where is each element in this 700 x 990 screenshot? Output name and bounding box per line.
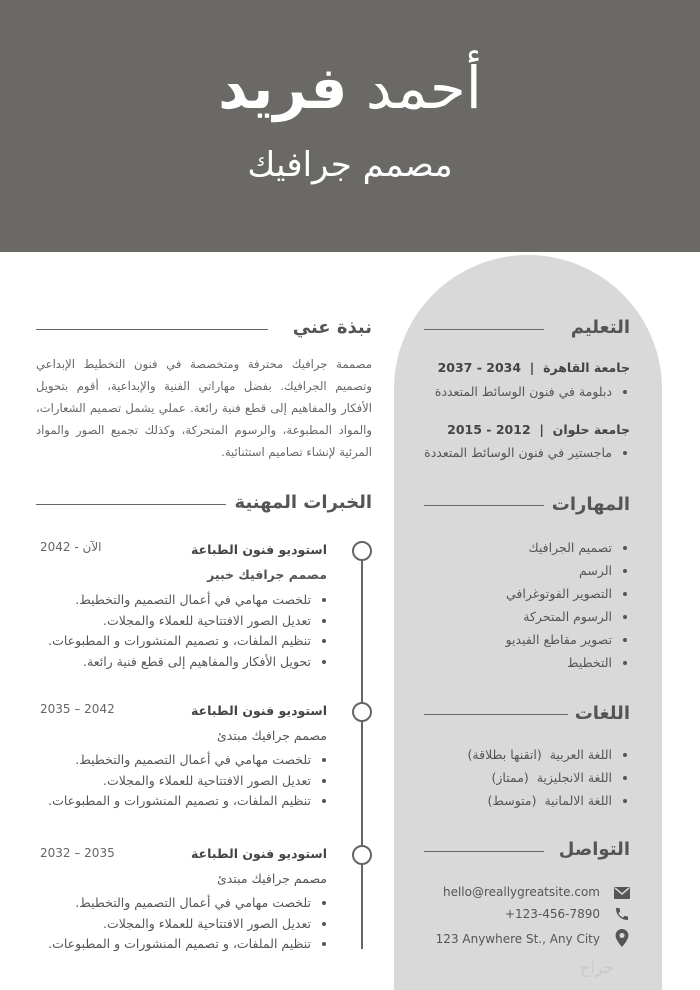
skills-list [506, 536, 630, 674]
duty-item: • تعديل الصور الافتتاحية للعملاء والمجلات. [0, 914, 311, 935]
skill-item: • تصوير مقاطع الفيديو [506, 628, 612, 651]
language-item: • اللغة الالمانية (متوسط) [468, 789, 612, 812]
job-date: 2035 – 2042 [40, 702, 115, 716]
language-item: • اللغة الانجليزية (ممتاز) [468, 766, 612, 789]
duty-item: • تنظيم الملفات، و تصميم المنشورات و المطبوعات. [0, 631, 311, 652]
phone-text[interactable]: +123-456-7890 [504, 907, 600, 921]
skill-item: • التصوير الفوتوغرافي [506, 582, 612, 605]
email-icon [613, 884, 631, 902]
location-icon [613, 929, 631, 947]
timeline-line [361, 549, 363, 949]
job-duties [0, 590, 327, 672]
language-item: • اللغة العربية (اتقنها بطلاقة) [468, 743, 612, 766]
school-years: 2012 - 2015 [447, 422, 531, 437]
skill-item: • الرسم [506, 559, 612, 582]
school-name: جامعة القاهرة [543, 360, 630, 375]
job-duties [0, 893, 327, 955]
person-name [0, 48, 700, 128]
education-divider [424, 329, 544, 330]
school-years: 2034 - 2037 [437, 360, 522, 375]
job-company: استوديو فنون الطباعة [190, 703, 327, 718]
experience-heading: الخبرات المهنية [234, 492, 372, 513]
school-name: جامعة حلوان [552, 422, 630, 437]
education-item-2-header: جامعة حلوان | 2012 - 2015 [447, 422, 630, 437]
address-text: 123 Anywhere St., Any City [435, 932, 600, 946]
duty-item: • تنظيم الملفات، و تصميم المنشورات و المطبوعات. [0, 791, 311, 812]
phone-icon [613, 905, 631, 923]
duty-item: • تلخصت مهامي في أعمال التصميم والتخطيط. [0, 750, 311, 771]
skill-item: • التخطيط [506, 651, 612, 674]
job-role: مصمم جرافيك مبتدئ [217, 871, 327, 886]
timeline-dot [352, 702, 372, 722]
header-banner [0, 0, 700, 252]
education-item-2-list [424, 441, 630, 464]
contact-heading: التواصل [558, 839, 630, 860]
education-item-1-header: جامعة القاهرة | 2034 - 2037 [437, 360, 630, 375]
languages-heading: اللغات [574, 703, 630, 724]
duty-item: • تعديل الصور الافتتاحية للعملاء والمجلات. [0, 771, 311, 792]
last-name: فريد [218, 54, 348, 122]
first-name: أحمد [365, 54, 482, 122]
skill-item: • تصميم الجرافيك [506, 536, 612, 559]
about-heading: نبذة عني [292, 317, 372, 338]
job-title: مصمم جرافيك [247, 145, 453, 185]
duty-item: • تعديل الصور الافتتاحية للعملاء والمجلات. [0, 611, 311, 632]
duty-item: • تحويل الأفكار والمفاهيم إلى قطع فنية رائعة. [0, 652, 311, 673]
job-company: استوديو فنون الطباعة [190, 542, 327, 557]
duty-item: • تلخصت مهامي في أعمال التصميم والتخطيط. [0, 893, 311, 914]
education-item-1-list [435, 380, 630, 403]
languages-list [468, 743, 630, 812]
education-heading: التعليم [570, 317, 630, 338]
degree: • دبلومة في فنون الوسائط المتعددة [435, 380, 612, 403]
job-role: مصمم جرافيك مبتدئ [217, 728, 327, 743]
job-role: مصمم جرافيك خبير [207, 567, 327, 582]
job-date: 2042 - الآن [40, 540, 102, 554]
watermark-logo: حراج [580, 958, 614, 977]
email-text[interactable]: hello@reallygreatsite.com [442, 885, 600, 899]
languages-divider [424, 714, 568, 715]
timeline-dot [352, 541, 372, 561]
skills-divider [424, 505, 544, 506]
about-divider [36, 329, 268, 330]
contact-divider [424, 851, 544, 852]
about-text: مصممة جرافيك محترفة ومتخصصة في فنون التخطيط الإبداعي وتصميم الجرافيك. بفضل مهاراتي الفنية والإبداعية، أقوم بتحويل الأفكار والمفاهيم إلى قطع فنية رائعة. عملي يشمل تصميم الشعارات، والمواد المطبوعة، والرسوم المتحركة، وكذلك تجميع الصور والمواد المرئية لإنشاء تصاميم استثنائية. [36, 357, 372, 459]
job-company: استوديو فنون الطباعة [190, 846, 327, 861]
duty-item: • تنظيم الملفات، و تصميم المنشورات و المطبوعات. [0, 934, 311, 955]
duty-item: • تلخصت مهامي في أعمال التصميم والتخطيط. [0, 590, 311, 611]
timeline-dot [352, 845, 372, 865]
degree: • ماجستير في فنون الوسائط المتعددة [424, 441, 612, 464]
job-duties [0, 750, 327, 812]
skills-heading: المهارات [551, 494, 630, 515]
experience-divider [36, 504, 226, 505]
skill-item: • الرسوم المتحركة [506, 605, 612, 628]
job-date: 2032 – 2035 [40, 846, 115, 860]
